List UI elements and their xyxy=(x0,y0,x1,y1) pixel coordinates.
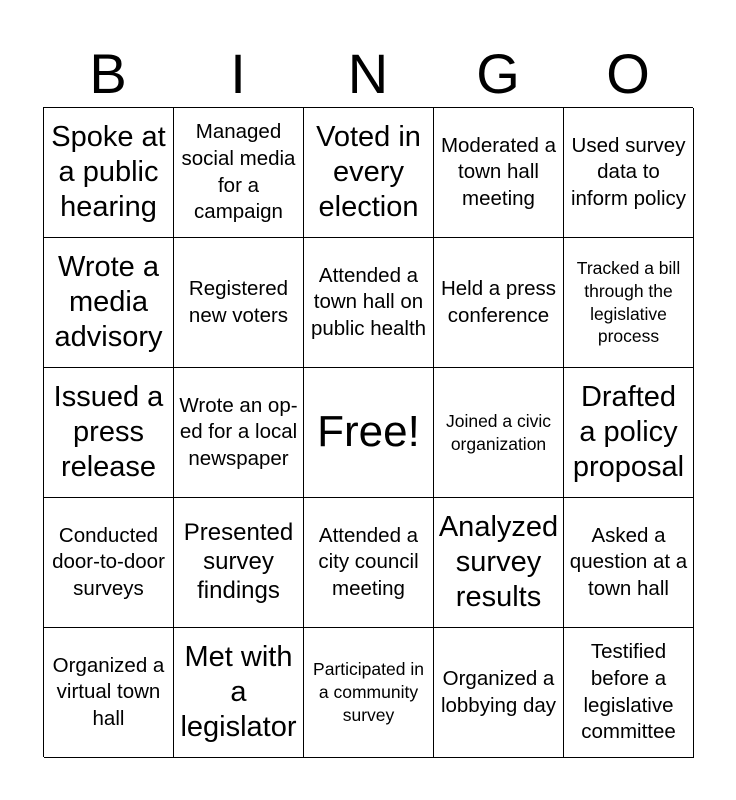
cell-text: Held a press conference xyxy=(440,276,557,327)
cell-text: Conducted door-to-door surveys xyxy=(52,523,165,600)
bingo-cell-r3c5[interactable] xyxy=(564,368,694,498)
cell-text: Presented survey findings xyxy=(183,519,294,604)
cell-text: Registered new voters xyxy=(188,276,289,327)
cell-text: Organized a lobbying day xyxy=(440,666,557,717)
bingo-cell-r2c2[interactable] xyxy=(174,238,304,368)
bingo-cell-r5c1[interactable] xyxy=(44,628,174,758)
cell-text: Joined a civic organization xyxy=(445,410,552,454)
bingo-cell-r5c2[interactable] xyxy=(174,628,304,758)
bingo-cell-r3c1[interactable] xyxy=(44,368,174,498)
bingo-cell-r4c3[interactable] xyxy=(304,498,434,628)
free-space-text: Free! xyxy=(317,407,420,457)
cell-text: Analyzed survey results xyxy=(438,511,559,613)
bingo-cell-r5c3[interactable] xyxy=(304,628,434,758)
cell-text: Moderated a town hall meeting xyxy=(440,133,557,210)
cell-text: Wrote a media advisory xyxy=(54,251,163,353)
bingo-cell-r2c5[interactable] xyxy=(564,238,694,368)
bingo-cell-r1c3[interactable] xyxy=(304,108,434,238)
cell-text: Issued a press release xyxy=(53,381,164,483)
bingo-cell-r4c1[interactable] xyxy=(44,498,174,628)
bingo-cell-r3c4[interactable] xyxy=(434,368,564,498)
bingo-cell-r2c3[interactable] xyxy=(304,238,434,368)
cell-text: Organized a virtual town hall xyxy=(52,653,165,730)
bingo-cell-r4c2[interactable] xyxy=(174,498,304,628)
bingo-cell-r2c4[interactable] xyxy=(434,238,564,368)
cell-text: Attended a city council meeting xyxy=(318,523,419,600)
bingo-cell-r1c1[interactable] xyxy=(44,108,174,238)
cell-text: Used survey data to inform policy xyxy=(570,133,687,210)
bingo-cell-r3c2[interactable] xyxy=(174,368,304,498)
cell-text: Tracked a bill through the legislative process xyxy=(576,258,681,347)
bingo-cell-free[interactable] xyxy=(304,368,434,498)
cell-text: Attended a town hall on public health xyxy=(310,263,427,340)
cell-text: Participated in a community survey xyxy=(313,659,424,725)
bingo-board xyxy=(43,107,693,757)
cell-text: Spoke at a public hearing xyxy=(51,121,166,223)
bingo-cell-r2c1[interactable] xyxy=(44,238,174,368)
header-letter-o: O xyxy=(606,42,650,105)
cell-text: Voted in every election xyxy=(316,121,421,223)
bingo-cell-r1c4[interactable] xyxy=(434,108,564,238)
header-letter-n: N xyxy=(347,42,389,105)
header-letter-g: G xyxy=(476,42,520,105)
header-letter-b: B xyxy=(89,42,127,105)
cell-text: Testified before a legislative committee xyxy=(581,640,676,744)
header-letter-i: I xyxy=(230,42,246,105)
bingo-cell-r1c2[interactable] xyxy=(174,108,304,238)
bingo-cell-r4c5[interactable] xyxy=(564,498,694,628)
bingo-cell-r5c4[interactable] xyxy=(434,628,564,758)
bingo-cell-r5c5[interactable] xyxy=(564,628,694,758)
cell-text: Managed social media for a campaign xyxy=(181,120,296,224)
bingo-cell-r4c4[interactable] xyxy=(434,498,564,628)
cell-text: Asked a question at a town hall xyxy=(569,523,688,600)
bingo-header xyxy=(43,40,693,108)
bingo-cell-r1c5[interactable] xyxy=(564,108,694,238)
cell-text: Wrote an op-ed for a local newspaper xyxy=(179,393,298,470)
cell-text: Met with a legislator xyxy=(180,641,297,743)
cell-text: Drafted a policy proposal xyxy=(572,381,685,483)
